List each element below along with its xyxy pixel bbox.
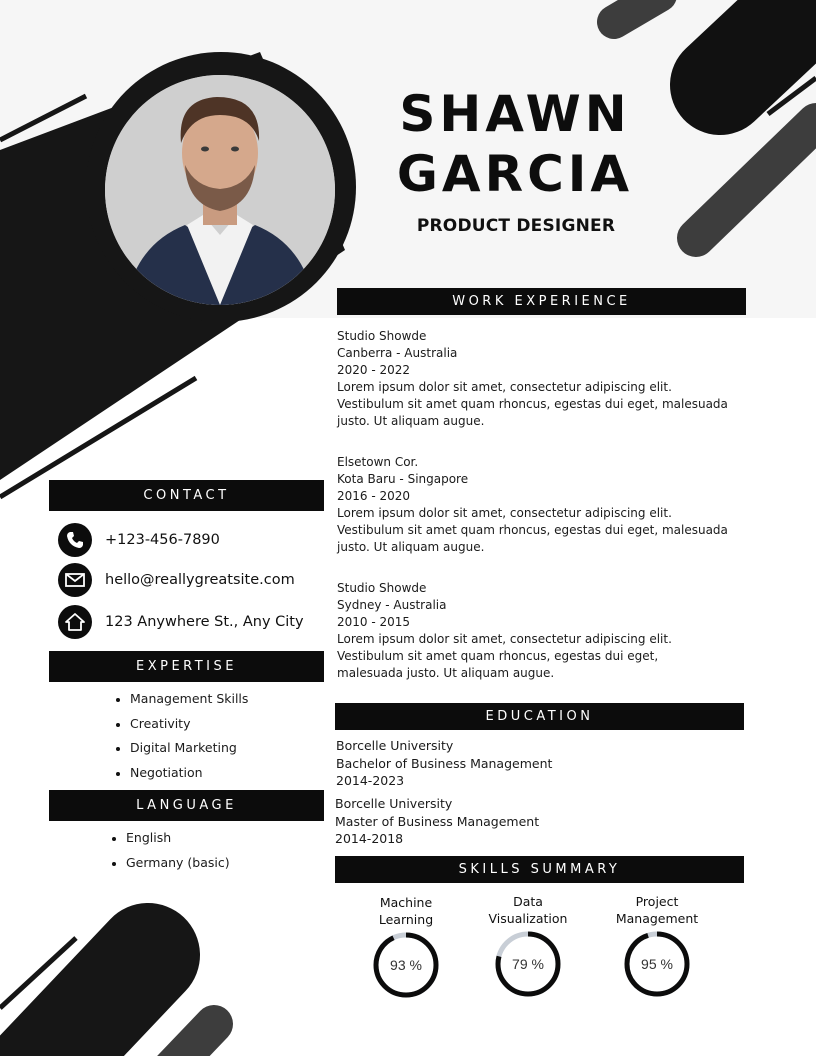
education-school: Borcelle University [335,796,453,811]
skill-percent-label: 93 % [390,957,422,973]
list-item: English [112,826,230,851]
skills-summary-heading: SKILLS SUMMARY [335,856,744,883]
skill-progress-ring [622,929,692,999]
education-entry [336,737,656,790]
skill-progress-ring [493,929,563,999]
work-entry [337,580,677,682]
skill-percent-label: 95 % [641,956,673,972]
work-description: Lorem ipsum dolor sit amet, consectetur adipiscing elit. Vestibulum sit amet quam rhoncus, egestas dui eget, malesuada justo. Ut aliquam augue. [337,506,728,554]
work-location: Sydney - Australia [337,598,447,612]
contact-email [58,563,295,597]
skill-data-visualization [473,893,583,999]
contact-heading: CONTACT [49,480,324,511]
language-heading: LANGUAGE [49,790,324,821]
skill-percent-label: 79 % [512,956,544,972]
contact-phone [58,523,220,557]
list-item: Germany (basic) [112,851,230,876]
skill-name: Project Management [615,894,699,926]
expertise-heading: EXPERTISE [49,651,324,682]
email-address[interactable]: hello@reallygreatsite.com [105,572,295,588]
phone-number[interactable]: +123-456-7890 [105,532,220,548]
work-company: Studio Showde [337,329,427,343]
work-experience-heading: WORK EXPERIENCE [337,288,746,315]
list-item: Creativity [116,712,248,737]
work-entry [337,328,737,430]
work-location: Kota Baru - Singapore [337,472,469,486]
list-item: Negotiation [116,761,248,786]
envelope-icon [58,563,92,597]
work-company: Studio Showde [337,581,427,595]
first-name: SHAWN [399,85,631,143]
skill-progress-ring [371,930,441,1000]
last-name: GARCIA [396,145,634,203]
work-period: 2010 - 2015 [337,615,411,629]
work-location: Canberra - Australia [337,346,458,360]
education-entry [335,795,655,848]
work-period: 2016 - 2020 [337,489,411,503]
expertise-list [116,687,248,785]
job-title: PRODUCT DESIGNER [416,216,616,236]
work-description: Lorem ipsum dolor sit amet, consectetur adipiscing elit. Vestibulum sit amet quam rhoncus, egestas dui eget, malesuada justo. Ut aliquam augue. [337,380,728,428]
education-degree: Bachelor of Business Management [336,755,553,771]
skill-project-management [602,893,712,999]
phone-icon [58,523,92,557]
profile-photo [105,75,335,305]
education-degree: Master of Business Management [335,813,540,829]
skill-name: Machine Learning [378,895,434,927]
street-address: 123 Anywhere St., Any City [105,614,304,630]
education-school: Borcelle University [336,738,454,753]
education-years: 2014-2018 [335,831,404,846]
home-icon [58,605,92,639]
candidate-name [370,84,660,204]
work-period: 2020 - 2022 [337,363,411,377]
language-list [112,826,230,875]
education-years: 2014-2023 [336,773,405,788]
work-company: Elsetown Cor. [337,455,419,469]
list-item: Digital Marketing [116,736,248,761]
work-entry [337,454,737,556]
skill-machine-learning [351,894,461,1000]
education-heading: EDUCATION [335,703,744,730]
list-item: Management Skills [116,687,248,712]
skill-name: Data Visualization [488,894,568,926]
contact-address [58,605,304,639]
work-description: Lorem ipsum dolor sit amet, consectetur adipiscing elit. Vestibulum sit amet quam rhoncus, egestas dui eget, malesuada justo. Ut aliquam augue. [337,632,672,680]
